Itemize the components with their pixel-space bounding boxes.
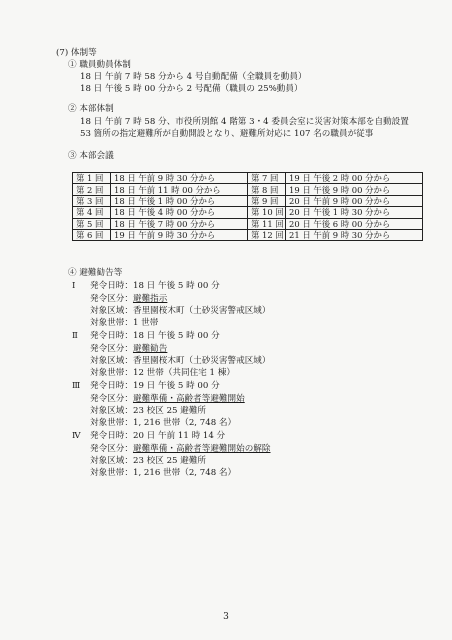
meeting-number: 第 5 回 [73, 218, 111, 229]
meeting-number: 第 8 回 [248, 184, 286, 195]
meeting-number: 第 9 回 [248, 195, 286, 206]
meetings-table [72, 172, 423, 241]
issue-datetime-value: 19 日 午後 5 時 00 分 [132, 381, 220, 391]
meeting-number: 第 4 回 [73, 207, 111, 218]
meeting-time: 20 日 午後 1 時 30 分から [286, 207, 423, 218]
target-households-label: 対象世帯： [90, 418, 133, 428]
meetings-title: ③ 本部会議 [68, 151, 114, 161]
roman-numeral: Ⅲ [72, 381, 81, 391]
meeting-number: 第 7 回 [248, 173, 286, 184]
issue-class-value: 避難指示 [132, 294, 168, 304]
issue-class-row [90, 444, 271, 454]
target-area-row [90, 456, 206, 466]
target-area-value: 23 校区 25 避難所 [132, 456, 207, 466]
roman-numeral: Ⅳ [72, 431, 81, 441]
target-households-row [90, 368, 235, 378]
meeting-number: 第 1 回 [73, 173, 111, 184]
issue-datetime-row [90, 381, 220, 391]
target-area-label: 対象区域： [90, 356, 133, 366]
meeting-number: 第 11 回 [248, 218, 286, 229]
issue-class-row [90, 294, 167, 304]
roman-numeral: Ⅰ [72, 281, 76, 291]
staff-mobilization-line-1: 18 日 午前 7 時 58 分から 4 号自動配備（全職員を動員） [80, 72, 307, 82]
table-row [73, 218, 423, 229]
target-households-row [90, 418, 236, 428]
target-area-row [90, 356, 271, 366]
target-area-row [90, 406, 206, 416]
table-row [73, 207, 423, 218]
issue-datetime-label: 発令日時： [90, 431, 133, 441]
page-number: 3 [223, 612, 229, 622]
target-area-row [90, 306, 271, 316]
target-households-row [90, 468, 236, 478]
target-households-label: 対象世帯： [90, 468, 133, 478]
headquarters-title: ② 本部体制 [68, 104, 114, 114]
target-households-value: 12 世帯（共同住宅 1 棟） [132, 368, 235, 378]
meeting-number: 第 12 回 [248, 229, 286, 240]
target-households-label: 対象世帯： [90, 368, 133, 378]
target-area-label: 対象区域： [90, 406, 133, 416]
issue-class-label: 発令区分： [90, 344, 133, 354]
target-households-row [90, 318, 158, 328]
issue-class-value: 避難勧告 [132, 344, 168, 354]
target-area-label: 対象区域： [90, 456, 133, 466]
issue-class-value: 避難準備・高齢者等避難開始 [132, 394, 245, 404]
issue-datetime-row [90, 431, 225, 441]
meeting-time: 18 日 午後 7 時 00 分から [111, 218, 248, 229]
meeting-time: 19 日 午後 2 時 00 分から [286, 173, 423, 184]
table-row [73, 195, 423, 206]
roman-numeral: Ⅱ [72, 331, 78, 341]
meeting-number: 第 2 回 [73, 184, 111, 195]
target-households-value: 1, 216 世帯（2, 748 名） [132, 418, 237, 428]
target-area-label: 対象区域： [90, 306, 133, 316]
meeting-time: 20 日 午後 6 時 00 分から [286, 218, 423, 229]
meeting-number: 第 6 回 [73, 229, 111, 240]
issue-datetime-label: 発令日時： [90, 381, 133, 391]
target-area-value: 23 校区 25 避難所 [132, 406, 207, 416]
target-area-value: 香里園桜木町（土砂災害警戒区域） [132, 356, 271, 366]
meeting-number: 第 10 回 [248, 207, 286, 218]
table-row [73, 184, 423, 195]
meeting-time: 18 日 午後 4 時 00 分から [111, 207, 248, 218]
issue-class-value: 避難準備・高齢者等避難開始の解除 [132, 444, 271, 454]
issue-datetime-value: 18 日 午後 5 時 00 分 [132, 281, 220, 291]
issue-datetime-row [90, 281, 220, 291]
target-households-label: 対象世帯： [90, 318, 133, 328]
meeting-time: 18 日 午後 1 時 00 分から [111, 195, 248, 206]
meeting-time: 19 日 午後 9 時 00 分から [286, 184, 423, 195]
meeting-time: 21 日 午前 9 時 30 分から [286, 229, 423, 240]
evacuation-title: ④ 避難勧告等 [68, 268, 123, 278]
issue-datetime-row [90, 331, 220, 341]
issue-datetime-label: 発令日時： [90, 331, 133, 341]
staff-mobilization-line-2: 18 日 午後 5 時 00 分から 2 号配備（職員の 25%動員） [80, 84, 303, 94]
meeting-time: 18 日 午前 11 時 00 分から [111, 184, 248, 195]
issue-class-label: 発令区分： [90, 394, 133, 404]
issue-class-label: 発令区分： [90, 294, 133, 304]
issue-class-row [90, 344, 167, 354]
meeting-number: 第 3 回 [73, 195, 111, 206]
issue-class-row [90, 394, 245, 404]
issue-class-label: 発令区分： [90, 444, 133, 454]
target-area-value: 香里園桜木町（土砂災害警戒区域） [132, 306, 271, 316]
issue-datetime-label: 発令日時： [90, 281, 133, 291]
section-title: (7) 体制等 [56, 48, 97, 58]
headquarters-line-1: 18 日 午前 7 時 58 分、市役所別館 4 階第 3・4 委員会室に災害対策本部を自動設置 [80, 117, 409, 127]
target-households-value: 1 世帯 [132, 318, 159, 328]
meeting-time: 19 日 午前 9 時 30 分から [111, 229, 248, 240]
issue-datetime-value: 20 日 午前 11 時 14 分 [132, 431, 226, 441]
headquarters-line-2: 53 箇所の指定避難所が自動開設となり、避難所対応に 107 名の職員が従事 [80, 129, 374, 139]
staff-mobilization-title: ① 職員動員体制 [68, 60, 131, 70]
target-households-value: 1, 216 世帯（2, 748 名） [132, 468, 237, 478]
meeting-time: 18 日 午前 9 時 30 分から [111, 173, 248, 184]
meeting-time: 20 日 午前 9 時 00 分から [286, 195, 423, 206]
issue-datetime-value: 18 日 午後 5 時 00 分 [132, 331, 220, 341]
table-row [73, 173, 423, 184]
table-row [73, 229, 423, 240]
